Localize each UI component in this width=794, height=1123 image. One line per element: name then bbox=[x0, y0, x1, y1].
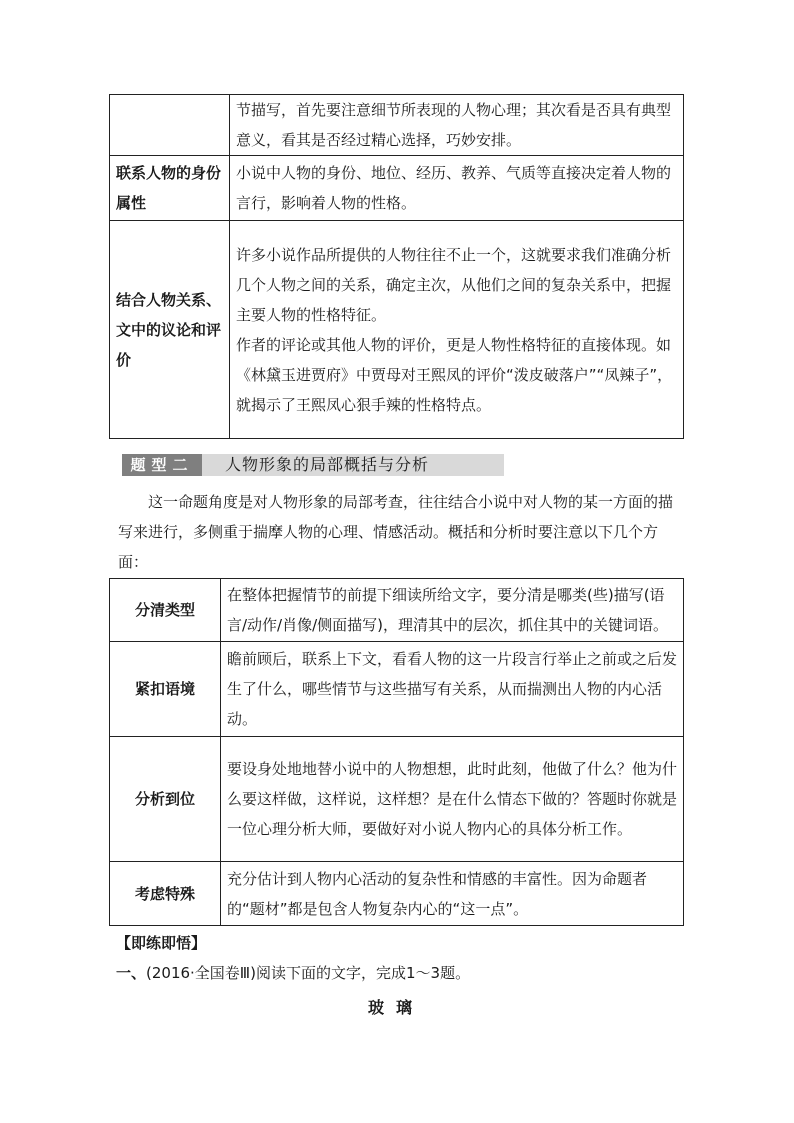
section-heading bbox=[122, 454, 504, 476]
story-title: 玻璃 bbox=[368, 998, 425, 1017]
question-line bbox=[116, 962, 470, 983]
row-content: 要设身处地地替小说中的人物想想，此时此刻，他做了什么？他为什么要这样做，这样说，这样想？是在什么情态下做的？答题时你就是一位心理分析大师，要做好对小说人物内心的具体分析工作。 bbox=[221, 737, 684, 862]
row-label: 联系人物的身份属性 bbox=[110, 156, 230, 221]
table-row bbox=[110, 737, 684, 862]
row-label: 分清类型 bbox=[110, 579, 221, 642]
row-content bbox=[230, 156, 684, 221]
row-content bbox=[230, 221, 684, 439]
row-paragraph: 小说中人物的身份、地位、经历、教养、气质等直接决定着人物的言行，影响着人物的性格。 bbox=[236, 164, 672, 212]
table-row bbox=[110, 579, 684, 642]
row-paragraph: 节描写，首先要注意细节所表现的人物心理；其次看是否具有典型意义，看其是否经过精心选择，巧妙安排。 bbox=[236, 101, 672, 149]
question-text: (2016·全国卷Ⅲ)阅读下面的文字，完成1～3题。 bbox=[146, 964, 471, 982]
row-label: 考虑特殊 bbox=[110, 862, 221, 926]
table-row bbox=[110, 862, 684, 926]
row-content: 充分估计到人物内心活动的复杂性和情感的丰富性。因为命题者的“题材”都是包含人物复杂内心的“这一点”。 bbox=[221, 862, 684, 926]
table-row bbox=[110, 642, 684, 737]
row-paragraph: 许多小说作品所提供的人物往往不止一个，这就要求我们准确分析几个人物之间的关系，确定主次，从他们之间的复杂关系中，把握主要人物的性格特征。 bbox=[236, 245, 672, 324]
section-tag: 题型二 bbox=[122, 454, 202, 476]
section-title: 人物形象的局部概括与分析 bbox=[225, 455, 430, 474]
practice-heading: 【即练即悟】 bbox=[116, 934, 207, 952]
row-label: 紧扣语境 bbox=[110, 642, 221, 737]
analysis-table bbox=[109, 578, 684, 926]
question-number: 一、 bbox=[116, 964, 147, 982]
table-row bbox=[110, 221, 684, 439]
row-label: 分析到位 bbox=[110, 737, 221, 862]
table-row bbox=[110, 95, 684, 156]
intro-paragraph: 这一命题角度是对人物形象的局部考查，往往结合小说中对人物的某一方面的描写来进行，多侧重于揣摩人物的心理、情感活动。概括和分析时要注意以下几个方面： bbox=[118, 493, 674, 571]
row-content bbox=[230, 95, 684, 156]
row-label bbox=[110, 95, 230, 156]
table-row bbox=[110, 156, 684, 221]
row-content: 在整体把握情节的前提下细读所给文字，要分清是哪类(些)描写(语言/动作/肖像/侧面描写)，理清其中的层次，抓住其中的关键词语。 bbox=[221, 579, 684, 642]
row-label: 结合人物关系、文中的议论和评价 bbox=[110, 221, 230, 439]
row-content: 瞻前顾后，联系上下文，看看人物的这一片段言行举止之前或之后发生了什么，哪些情节与这些描写有关系，从而揣测出人物的内心活动。 bbox=[221, 642, 684, 737]
method-table bbox=[109, 94, 684, 439]
row-paragraph: 作者的评论或其他人物的评价，更是人物性格特征的直接体现。如《林黛玉进贾府》中贾母对王熙凤的评价“泼皮破落户”“凤辣子”，就揭示了王熙凤心狠手辣的性格特点。 bbox=[236, 335, 673, 414]
